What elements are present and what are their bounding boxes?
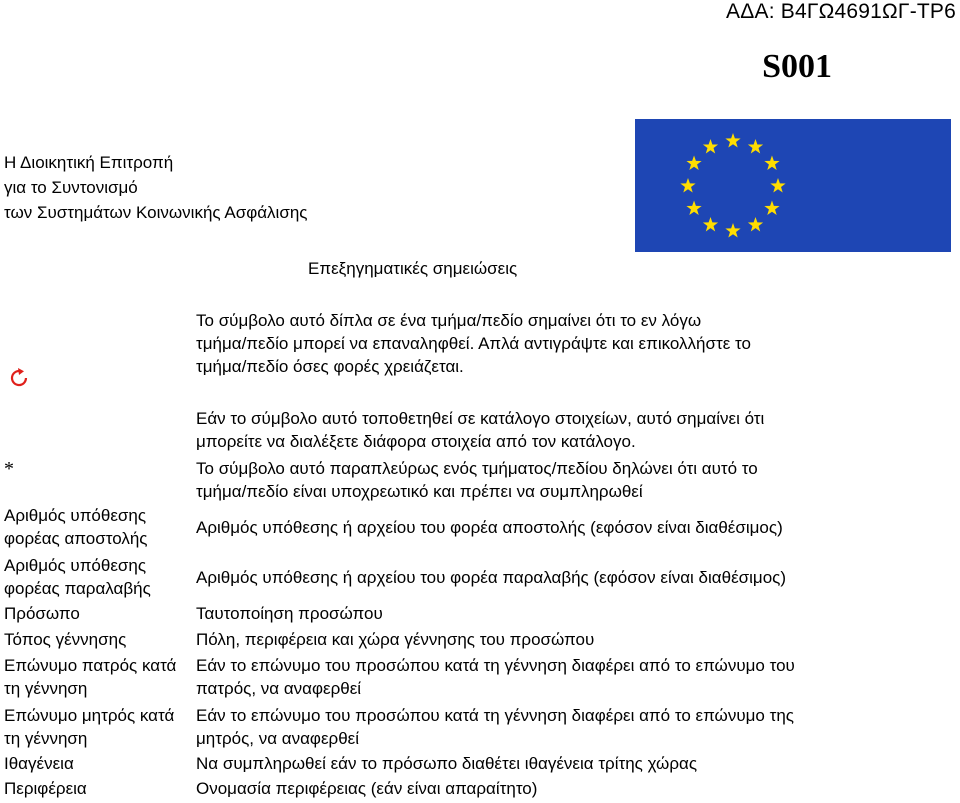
field-label-line: Αριθμός υπόθεσης <box>4 506 147 525</box>
flag-star <box>703 217 718 231</box>
mandatory-note <box>196 457 816 503</box>
field-desc-region: Ονομασία περιφέρειας (εάν είναι απαραίτητο) <box>196 779 538 798</box>
flag-star <box>764 156 779 170</box>
list-note <box>196 407 816 453</box>
field-desc-sender-case: Αριθμός υπόθεσης ή αρχείου του φορέα αποστολής (εφόσον είναι διαθέσιμος) <box>196 518 783 537</box>
organization-line-3: των Συστημάτων Κοινωνικής Ασφάλισης <box>4 203 308 222</box>
field-label-line: τη γέννηση <box>4 729 88 748</box>
field-label-receiver-case <box>4 554 151 600</box>
field-label-sender-case <box>4 504 148 550</box>
form-code: S001 <box>762 48 832 85</box>
eu-flag-stars <box>635 119 951 252</box>
flag-star <box>725 223 740 237</box>
field-label-birthplace: Τόπος γέννησης <box>4 630 127 649</box>
flag-star <box>686 156 701 170</box>
list-note-line-1: Εάν το σύμβολο αυτό τοποθετηθεί σε κατάλογο στοιχείων, αυτό σημαίνει ότι <box>196 409 765 428</box>
mandatory-note-line-2: τμήμα/πεδίο είναι υποχρεωτικό και πρέπει να συμπληρωθεί <box>196 482 643 501</box>
flag-star <box>748 139 763 153</box>
field-label-line: Επώνυμο πατρός κατά <box>4 656 177 675</box>
repeat-note-line-1: Το σύμβολο αυτό δίπλα σε ένα τμήμα/πεδίο σημαίνει ότι το εν λόγω <box>196 311 702 330</box>
field-label-line: φορέας αποστολής <box>4 529 148 548</box>
flag-star <box>770 178 785 192</box>
section-title: Επεξηγηματικές σημειώσεις <box>308 259 518 278</box>
eu-flag-icon <box>635 119 951 252</box>
field-desc-receiver-case: Αριθμός υπόθεσης ή αρχείου του φορέα παραλαβής (εφόσον είναι διαθέσιμος) <box>196 568 787 587</box>
flag-star <box>725 133 740 147</box>
flag-star <box>748 217 763 231</box>
organization-line-1: Η Διοικητική Επιτροπή <box>4 153 174 172</box>
field-desc-birthplace: Πόλη, περιφέρεια και χώρα γέννησης του προσώπου <box>196 630 595 649</box>
flag-star <box>680 178 695 192</box>
field-desc-nationality: Να συμπληρωθεί εάν το πρόσωπο διαθέτει ιθαγένεια τρίτης χώρας <box>196 754 698 773</box>
field-label-mother-surname <box>4 704 174 750</box>
field-desc-father-surname <box>196 654 795 700</box>
repeat-arrow-icon <box>7 366 31 390</box>
field-desc-mother-surname <box>196 704 794 750</box>
field-label-line: φορέας παραλαβής <box>4 579 151 598</box>
field-desc-line: μητρός, να αναφερθεί <box>196 729 360 748</box>
repeat-note-line-2: τμήμα/πεδίο μπορεί να επαναληφθεί. Απλά αντιγράψτε και επικολλήστε το <box>196 334 751 353</box>
field-desc-line: Εάν το επώνυμο του προσώπου κατά τη γέννηση διαφέρει από το επώνυμο του <box>196 656 795 675</box>
field-desc-line: Εάν το επώνυμο του προσώπου κατά τη γέννηση διαφέρει από το επώνυμο της <box>196 706 794 725</box>
repeat-note-line-3: τμήμα/πεδίο όσες φορές χρειάζεται. <box>196 357 464 376</box>
field-label-nationality: Ιθαγένεια <box>4 754 74 773</box>
field-desc-line: πατρός, να αναφερθεί <box>196 679 362 698</box>
field-label-person: Πρόσωπο <box>4 604 80 623</box>
mandatory-note-line-1: Το σύμβολο αυτό παραπλεύρως ενός τμήματος/πεδίου δηλώνει ότι αυτό το <box>196 459 758 478</box>
field-label-father-surname <box>4 654 176 700</box>
mandatory-symbol: * <box>4 458 14 480</box>
list-note-line-2: μπορείτε να διαλέξετε διάφορα στοιχεία από τον κατάλογο. <box>196 432 636 451</box>
flag-star <box>686 201 701 215</box>
flag-star <box>703 139 718 153</box>
flag-star <box>764 201 779 215</box>
field-label-line: Αριθμός υπόθεσης <box>4 556 147 575</box>
field-label-region: Περιφέρεια <box>4 779 87 798</box>
organization-line-2: για το Συντονισμό <box>4 178 138 197</box>
issuing-organization <box>4 150 307 225</box>
field-desc-person: Ταυτοποίηση προσώπου <box>196 604 383 623</box>
field-label-line: τη γέννηση <box>4 679 88 698</box>
field-label-line: Επώνυμο μητρός κατά <box>4 706 175 725</box>
repeat-note <box>196 309 816 378</box>
ada-identifier: ΑΔΑ: Β4ΓΩ4691ΩΓ-ΤΡ6 <box>726 0 956 23</box>
